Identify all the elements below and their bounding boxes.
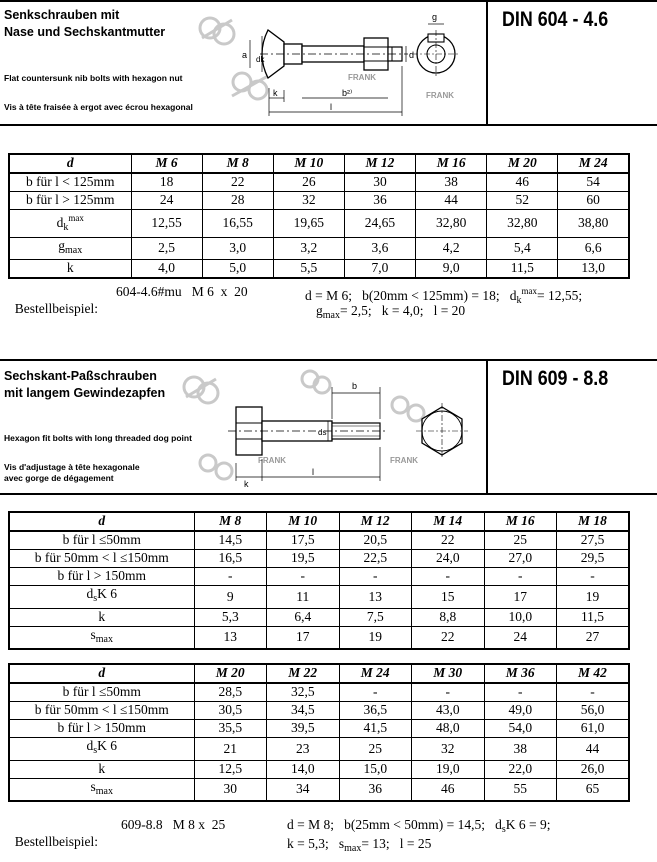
column-header-size: M 16 bbox=[484, 512, 557, 531]
row-label-superscript: max bbox=[68, 213, 84, 223]
row-label: b für l ≤50mm bbox=[9, 683, 194, 702]
table-cell: 44 bbox=[557, 738, 630, 761]
section1-title-line2: Nase und Sechskantmutter bbox=[4, 25, 166, 39]
table-cell: 22 bbox=[202, 173, 273, 192]
example1-line2-a: g bbox=[316, 303, 323, 318]
table-cell: - bbox=[194, 568, 267, 586]
table-cell: 54,0 bbox=[484, 720, 557, 738]
column-header-size: M 42 bbox=[557, 664, 630, 683]
column-header-size: M 8 bbox=[194, 512, 267, 531]
table-cell: 16,55 bbox=[202, 210, 273, 238]
table-cell: 36 bbox=[344, 192, 415, 210]
example2-line2-a: k = 5,3; s bbox=[287, 836, 345, 851]
row-label-subscript: k bbox=[63, 222, 69, 233]
table-cell: 19,0 bbox=[412, 760, 485, 778]
table-cell: 39,5 bbox=[267, 720, 340, 738]
row-label bbox=[9, 778, 194, 801]
table-cell: 14,0 bbox=[267, 760, 340, 778]
table-cell: 4,2 bbox=[416, 237, 487, 260]
table-cell: 46 bbox=[412, 778, 485, 801]
table-cell: 65 bbox=[557, 778, 630, 801]
din609-dimension-table-m20-m42 bbox=[8, 663, 630, 802]
table-cell: 28 bbox=[202, 192, 273, 210]
row-label: k bbox=[9, 260, 131, 279]
row-label bbox=[9, 237, 131, 260]
table-cell: 38 bbox=[416, 173, 487, 192]
table-cell: 2,5 bbox=[131, 237, 202, 260]
column-header-d: d bbox=[9, 154, 131, 173]
row-label-suffix: K 6 bbox=[97, 586, 118, 601]
section2-title-line2: mit langem Gewindezapfen bbox=[4, 386, 166, 400]
table-cell: 24,65 bbox=[344, 210, 415, 238]
row-label-main: d bbox=[86, 738, 94, 753]
example2-line1-a: d = M 8; b(25mm < 50mm) = 14,5; d bbox=[287, 817, 502, 832]
row-label-subscript: s bbox=[93, 593, 98, 604]
table-cell: 24,0 bbox=[412, 550, 485, 568]
table-row bbox=[9, 683, 629, 702]
section1-header-left bbox=[0, 2, 486, 124]
table-cell: 22 bbox=[412, 626, 485, 649]
table-cell: 6,4 bbox=[267, 608, 340, 626]
table-cell: 13 bbox=[194, 626, 267, 649]
row-label: b für 50mm < l ≤150mm bbox=[9, 550, 194, 568]
row-label: b für l > 125mm bbox=[9, 192, 131, 210]
din609-dimension-table-m8-m18 bbox=[8, 511, 630, 650]
drawing2-watermark-a: FRANK bbox=[258, 456, 286, 465]
column-header-size: M 10 bbox=[273, 154, 344, 173]
row-label-subscript: max bbox=[95, 633, 113, 645]
example1-line1-sup: max bbox=[521, 286, 537, 296]
row-label: b für 50mm < l ≤150mm bbox=[9, 702, 194, 720]
column-header-size: M 24 bbox=[558, 154, 629, 173]
table-cell: 26,0 bbox=[557, 760, 630, 778]
table-row bbox=[9, 738, 629, 761]
drawing1-label-d: d bbox=[409, 50, 415, 60]
row-label-main: d bbox=[86, 586, 94, 601]
section2-subtitle-en: Hexagon fit bolts with long threaded dog point bbox=[4, 433, 192, 443]
row-label-main: d bbox=[56, 215, 64, 230]
table-cell: 27 bbox=[557, 626, 630, 649]
table-cell: 32 bbox=[412, 738, 485, 761]
table-cell: 18 bbox=[131, 173, 202, 192]
table-cell: 4,0 bbox=[131, 260, 202, 279]
example1-line2-sub: max bbox=[322, 310, 340, 321]
table-cell: 44 bbox=[416, 192, 487, 210]
table-cell: 34 bbox=[267, 778, 340, 801]
table-cell: - bbox=[339, 683, 412, 702]
table-cell: 55 bbox=[484, 778, 557, 801]
table-cell: 56,0 bbox=[557, 702, 630, 720]
example2-line2-b: = 13; l = 25 bbox=[361, 836, 432, 851]
drawing2-label-b: b bbox=[352, 381, 358, 391]
drawing2-watermark-b: FRANK bbox=[390, 456, 418, 465]
column-header-size: M 36 bbox=[484, 664, 557, 683]
table-row bbox=[9, 568, 629, 586]
table-cell: 7,5 bbox=[339, 608, 412, 626]
table-cell: - bbox=[557, 683, 630, 702]
table-cell: 26 bbox=[273, 173, 344, 192]
example2-line1-sub: s bbox=[501, 824, 506, 835]
table-cell: 3,0 bbox=[202, 237, 273, 260]
table-cell: 20,5 bbox=[339, 531, 412, 550]
table-cell: 16,5 bbox=[194, 550, 267, 568]
hexagon-fit-bolt-drawing bbox=[180, 367, 470, 489]
table-cell: 24 bbox=[484, 626, 557, 649]
table-cell: 11,5 bbox=[557, 608, 630, 626]
row-label-suffix: K 6 bbox=[97, 738, 118, 753]
table-row bbox=[9, 608, 629, 626]
table-cell: - bbox=[484, 683, 557, 702]
table-row bbox=[9, 260, 629, 279]
table-cell: 5,4 bbox=[487, 237, 558, 260]
section1-subtitle-fr: Vis à tête fraisée à ergot avec écrou hexagonal bbox=[4, 102, 193, 112]
table-cell: 11,5 bbox=[487, 260, 558, 279]
section1-din-number: DIN 604 - 4.6 bbox=[502, 8, 609, 31]
table-cell: 19 bbox=[339, 626, 412, 649]
table-cell: 27,0 bbox=[484, 550, 557, 568]
example2-line2 bbox=[287, 835, 431, 857]
table-cell: 9,0 bbox=[416, 260, 487, 279]
table-cell: 32,80 bbox=[416, 210, 487, 238]
table-row bbox=[9, 173, 629, 192]
table-header-row bbox=[9, 512, 629, 531]
column-header-size: M 12 bbox=[339, 512, 412, 531]
row-label: b für l > 150mm bbox=[9, 568, 194, 586]
drawing1-label-k: k bbox=[273, 88, 278, 98]
section2-order-example bbox=[8, 816, 98, 850]
section2-din-box bbox=[486, 361, 657, 493]
table-cell: 3,6 bbox=[344, 237, 415, 260]
table-cell: 13,0 bbox=[558, 260, 629, 279]
table-cell: 43,0 bbox=[412, 702, 485, 720]
drawing1-label-l: l bbox=[330, 102, 332, 112]
table-cell: 30,5 bbox=[194, 702, 267, 720]
table-cell: 17 bbox=[267, 626, 340, 649]
example2-line1-b: K 6 = 9; bbox=[505, 817, 551, 832]
table-row bbox=[9, 702, 629, 720]
example1-line1-sub: k bbox=[516, 295, 522, 306]
table-cell: - bbox=[412, 683, 485, 702]
table-cell: - bbox=[267, 568, 340, 586]
table-cell: 61,0 bbox=[557, 720, 630, 738]
table-cell: 28,5 bbox=[194, 683, 267, 702]
table-cell: 36,5 bbox=[339, 702, 412, 720]
table-cell: 19 bbox=[557, 586, 630, 609]
table-cell: 27,5 bbox=[557, 531, 630, 550]
column-header-size: M 8 bbox=[202, 154, 273, 173]
section2-header bbox=[0, 359, 657, 495]
section2-header-left bbox=[0, 361, 486, 493]
table-row bbox=[9, 720, 629, 738]
drawing1-watermark-a: FRANK bbox=[348, 73, 376, 82]
table-cell: 14,5 bbox=[194, 531, 267, 550]
din604-dimension-table bbox=[8, 153, 630, 279]
table-cell: 12,55 bbox=[131, 210, 202, 238]
column-header-d: d bbox=[9, 512, 194, 531]
example1-line1-a: d = M 6; b(20mm < 125mm) = 18; d bbox=[305, 288, 517, 303]
table-cell: 22,0 bbox=[484, 760, 557, 778]
table-cell: 23 bbox=[267, 738, 340, 761]
drawing2-label-k: k bbox=[244, 479, 249, 489]
drawing1-label-a: a bbox=[242, 50, 248, 60]
table-cell: 12,5 bbox=[194, 760, 267, 778]
table-cell: 11 bbox=[267, 586, 340, 609]
table-cell: 8,8 bbox=[412, 608, 485, 626]
table-cell: 9 bbox=[194, 586, 267, 609]
example1-line1-b: = 12,55; bbox=[536, 288, 583, 303]
drawing1-watermark-b: FRANK bbox=[426, 91, 454, 100]
section1-order-example bbox=[8, 283, 98, 317]
table-row bbox=[9, 531, 629, 550]
drawing1-label-b: b²⁾ bbox=[342, 88, 353, 98]
table-cell: 49,0 bbox=[484, 702, 557, 720]
example1-line2-b: = 2,5; k = 4,0; l = 20 bbox=[339, 303, 466, 318]
example2-line2-sub: max bbox=[344, 843, 362, 854]
table-header-row bbox=[9, 154, 629, 173]
row-label bbox=[9, 626, 194, 649]
table-cell: 19,65 bbox=[273, 210, 344, 238]
table-header-row bbox=[9, 664, 629, 683]
table-cell: 10,0 bbox=[484, 608, 557, 626]
table-cell: 36 bbox=[339, 778, 412, 801]
section1-din-box bbox=[486, 2, 657, 124]
row-label-subscript: max bbox=[95, 785, 113, 797]
column-header-size: M 10 bbox=[267, 512, 340, 531]
drawing1-label-g: g bbox=[432, 12, 438, 22]
row-label-main: s bbox=[90, 626, 96, 642]
table-cell: 35,5 bbox=[194, 720, 267, 738]
section2-subtitle-fr1: Vis d'adjustage à tête hexagonale bbox=[4, 462, 140, 472]
table-row bbox=[9, 586, 629, 609]
table-cell: 29,5 bbox=[557, 550, 630, 568]
countersunk-nib-bolt-drawing bbox=[180, 6, 470, 120]
table-cell: 38,80 bbox=[558, 210, 629, 238]
table-row bbox=[9, 192, 629, 210]
row-label: k bbox=[9, 608, 194, 626]
table-cell: 38 bbox=[484, 738, 557, 761]
row-label-subscript: max bbox=[65, 244, 83, 256]
row-label: b für l < 125mm bbox=[9, 173, 131, 192]
table-cell: 25 bbox=[339, 738, 412, 761]
column-header-size: M 20 bbox=[487, 154, 558, 173]
table-cell: 6,6 bbox=[558, 237, 629, 260]
table-cell: 34,5 bbox=[267, 702, 340, 720]
table-cell: - bbox=[339, 568, 412, 586]
drawing2-label-ds: ds bbox=[318, 428, 327, 437]
table-cell: 3,2 bbox=[273, 237, 344, 260]
table-cell: - bbox=[484, 568, 557, 586]
column-header-size: M 30 bbox=[412, 664, 485, 683]
section1-title-line1: Senkschrauben mit bbox=[4, 8, 120, 22]
table-row bbox=[9, 550, 629, 568]
section2-title-line1: Sechskant-Paßschrauben bbox=[4, 369, 157, 383]
row-label: k bbox=[9, 760, 194, 778]
column-header-size: M 24 bbox=[339, 664, 412, 683]
table-cell: 54 bbox=[558, 173, 629, 192]
table-row bbox=[9, 237, 629, 260]
table-cell: 7,0 bbox=[344, 260, 415, 279]
section2-din-number: DIN 609 - 8.8 bbox=[502, 367, 609, 390]
row-label-main: g bbox=[58, 237, 66, 253]
table-cell: - bbox=[557, 568, 630, 586]
table-cell: 22,5 bbox=[339, 550, 412, 568]
table-cell: 22 bbox=[412, 531, 485, 550]
table-cell: 13 bbox=[339, 586, 412, 609]
column-header-size: M 22 bbox=[267, 664, 340, 683]
column-header-size: M 16 bbox=[416, 154, 487, 173]
column-header-size: M 12 bbox=[344, 154, 415, 173]
row-label bbox=[9, 210, 131, 238]
table-cell: 15 bbox=[412, 586, 485, 609]
table-cell: 24 bbox=[131, 192, 202, 210]
column-header-size: M 6 bbox=[131, 154, 202, 173]
example1-code: 604-4.6#mu M 6 x 20 bbox=[116, 284, 248, 299]
row-label bbox=[9, 738, 194, 761]
example1-line2 bbox=[316, 302, 465, 324]
table-cell: 32,80 bbox=[487, 210, 558, 238]
column-header-size: M 18 bbox=[557, 512, 630, 531]
column-header-size: M 20 bbox=[194, 664, 267, 683]
table-row bbox=[9, 626, 629, 649]
column-header-size: M 14 bbox=[412, 512, 485, 531]
table-row bbox=[9, 778, 629, 801]
row-label-main: s bbox=[90, 778, 96, 794]
table-cell: 30 bbox=[344, 173, 415, 192]
table-cell: 25 bbox=[484, 531, 557, 550]
table-cell: 21 bbox=[194, 738, 267, 761]
table-cell: 17 bbox=[484, 586, 557, 609]
row-label: b für l ≤50mm bbox=[9, 531, 194, 550]
section1-subtitle-en: Flat countersunk nib bolts with hexagon nut bbox=[4, 73, 183, 83]
table-cell: 32,5 bbox=[267, 683, 340, 702]
table-cell: 32 bbox=[273, 192, 344, 210]
table-cell: 52 bbox=[487, 192, 558, 210]
row-label bbox=[9, 586, 194, 609]
row-label: b für l > 150mm bbox=[9, 720, 194, 738]
table-cell: 15,0 bbox=[339, 760, 412, 778]
drawing2-label-l: l bbox=[312, 467, 314, 477]
drawing1-label-dk: dk bbox=[256, 55, 265, 64]
table-cell: 46 bbox=[487, 173, 558, 192]
table-row bbox=[9, 760, 629, 778]
column-header-d: d bbox=[9, 664, 194, 683]
table-row bbox=[9, 210, 629, 238]
table-cell: 17,5 bbox=[267, 531, 340, 550]
table-cell: 5,3 bbox=[194, 608, 267, 626]
example2-code: 609-8.8 M 8 x 25 bbox=[121, 817, 226, 832]
table-cell: 5,0 bbox=[202, 260, 273, 279]
row-label-subscript: s bbox=[93, 745, 98, 756]
table-cell: 30 bbox=[194, 778, 267, 801]
example2-prefix: Bestellbeispiel: bbox=[14, 834, 98, 849]
table-cell: 60 bbox=[558, 192, 629, 210]
table-cell: - bbox=[412, 568, 485, 586]
table-cell: 48,0 bbox=[412, 720, 485, 738]
section1-header bbox=[0, 0, 657, 126]
table-cell: 41,5 bbox=[339, 720, 412, 738]
table-cell: 5,5 bbox=[273, 260, 344, 279]
section2-subtitle-fr2: avec gorge de dégagement bbox=[4, 473, 114, 483]
table-cell: 19,5 bbox=[267, 550, 340, 568]
example1-prefix: Bestellbeispiel: bbox=[14, 301, 98, 316]
